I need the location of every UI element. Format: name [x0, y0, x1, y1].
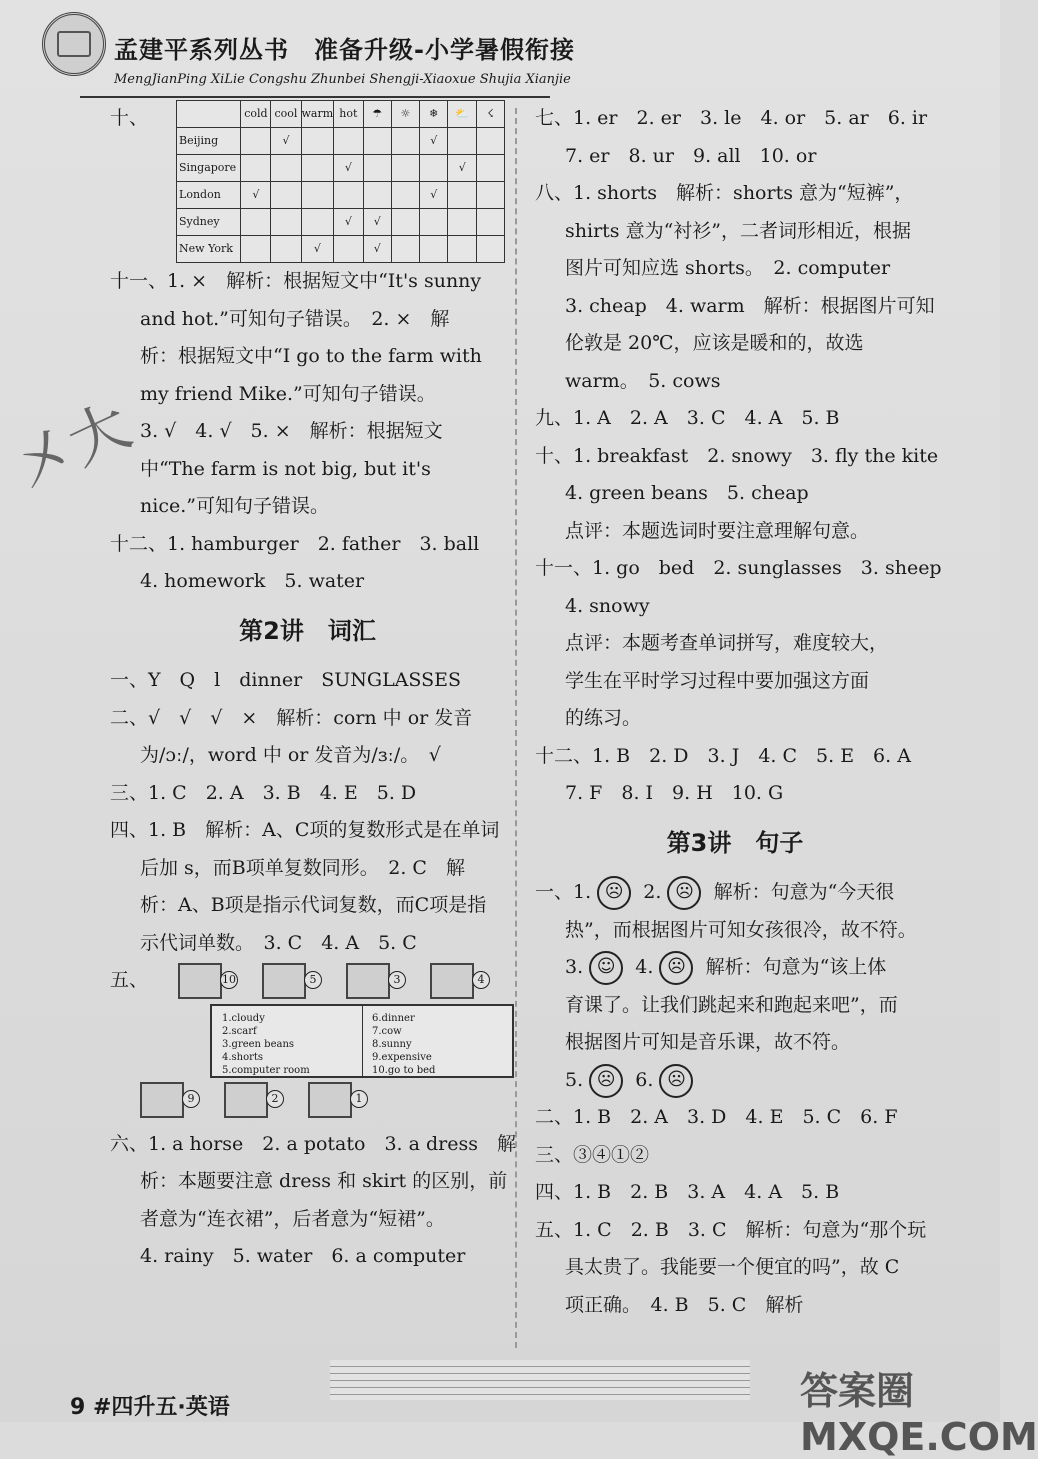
- book-word: 6.dinner: [372, 1012, 415, 1024]
- table-cell: [301, 128, 334, 155]
- answer-line: shirts 意为“衬衫”，二者词形相近，根据: [565, 219, 911, 242]
- answer-line: 具太贵了。我能要一个便宜的吗”，故 C: [565, 1256, 900, 1278]
- answer-line: 十二、1. hamburger 2. father 3. ball: [110, 532, 480, 555]
- table-cell: [301, 155, 334, 182]
- answer-line: 项正确。 4. B 5. C 解析: [565, 1293, 804, 1316]
- answer-line: my friend Mike.”可知句子错误。: [140, 382, 436, 405]
- table-cell: [241, 236, 271, 263]
- item-number: 2.: [643, 881, 662, 903]
- table-cell: √: [241, 182, 271, 209]
- header-rule: [80, 96, 550, 98]
- column-header: ☇: [477, 101, 505, 128]
- table-cell: [363, 182, 391, 209]
- table-cell: [420, 236, 448, 263]
- table-cell: [334, 128, 363, 155]
- sad-face-icon: ☹: [589, 1064, 623, 1098]
- table-cell: [420, 209, 448, 236]
- answer-line: 伦敦是 20℃，应该是暖和的，故选: [565, 332, 864, 354]
- column-header: hot: [334, 101, 363, 128]
- answer-line: 4. snowy: [565, 594, 650, 617]
- circled-number: 4: [472, 971, 490, 989]
- table-row: [177, 155, 505, 182]
- table-cell: √: [334, 155, 363, 182]
- table-cell: [448, 182, 477, 209]
- answer-line: 四、1. B 解析：A、C项的复数形式是在单词: [110, 819, 500, 841]
- happy-face-icon: ☺: [589, 951, 623, 985]
- book-word: 3.green beans: [222, 1038, 295, 1050]
- answer-line: [535, 874, 935, 912]
- column-header: ⛅: [448, 101, 477, 128]
- table-cell: [241, 155, 271, 182]
- city-cell: Beijing: [177, 128, 241, 155]
- column-header: ☼: [391, 101, 419, 128]
- answer-line: 析：A、B项是指示代词复数，而C项是指: [140, 894, 487, 916]
- answer-line: 图片可知应选 shorts。 2. computer: [565, 257, 891, 279]
- table-cell: [271, 182, 301, 209]
- column-header: cool: [271, 101, 301, 128]
- picture-row-top: [178, 963, 485, 999]
- table-cell: √: [420, 128, 448, 155]
- table-row: [177, 128, 505, 155]
- table-row: [177, 182, 505, 209]
- circled-number: 3: [388, 971, 406, 989]
- book-word: 8.sunny: [372, 1038, 412, 1050]
- answer-line: 三、③④①②: [535, 1143, 650, 1166]
- section-5-label: 五、: [110, 969, 149, 991]
- table-cell: [271, 236, 301, 263]
- answer-text: 解析：句意为“今天很: [713, 881, 895, 903]
- answer-line: and hot.”可知句子错误。 2. × 解: [140, 307, 450, 330]
- answer-line: 4. rainy 5. water 6. a computer: [140, 1245, 466, 1267]
- left-column: [110, 100, 516, 1276]
- watermark: 答案圈 MXQE.COM: [800, 1369, 1038, 1459]
- sad-face-icon: ☹: [667, 876, 701, 910]
- answer-line: 为/ɔː/，word 中 or 发音为/ɜː/。 √: [140, 744, 441, 766]
- book-spine: [362, 1006, 363, 1076]
- city-cell: Sydney: [177, 209, 241, 236]
- table-cell: √: [420, 182, 448, 209]
- lesson-2-heading: 第2讲 词汇: [239, 616, 376, 645]
- table-cell: [477, 155, 505, 182]
- circled-number: 9: [182, 1090, 200, 1108]
- right-column: [535, 100, 942, 1324]
- answer-line: 者意为“连衣裙”，后者意为“短裙”。: [140, 1207, 445, 1230]
- city-cell: New York: [177, 236, 241, 263]
- table-cell: [477, 236, 505, 263]
- book-word: 7.cow: [372, 1025, 402, 1037]
- book-icon: [57, 31, 91, 57]
- series-logo: [42, 12, 106, 76]
- book-word: 9.expensive: [372, 1051, 432, 1063]
- answer-line: 十一、1. go bed 2. sunglasses 3. sheep: [535, 557, 942, 579]
- comment-line: 的练习。: [565, 707, 642, 729]
- book-word: 2.scarf: [222, 1025, 257, 1037]
- circled-number: 1: [350, 1090, 368, 1108]
- picture-thumbnail: [178, 963, 237, 999]
- answer-line: 根据图片可知是音乐课，故不符。: [565, 1031, 851, 1053]
- book-word: 1.cloudy: [222, 1012, 265, 1024]
- book-right-page: [372, 1012, 435, 1077]
- book-word: 5.computer room: [222, 1064, 310, 1076]
- answer-line: warm。 5. cows: [565, 369, 721, 392]
- picture-row-bottom: [140, 1082, 505, 1118]
- answer-line: 二、1. B 2. A 3. D 4. E 5. C 6. F: [535, 1106, 898, 1128]
- answer-line: 十一、1. × 解析：根据短文中“It's sunny: [110, 270, 482, 292]
- table-cell: [391, 236, 419, 263]
- table-cell: [477, 209, 505, 236]
- table-cell: √: [271, 128, 301, 155]
- answer-line: 三、1. C 2. A 3. B 4. E 5. D: [110, 781, 417, 804]
- table-cell: [334, 236, 363, 263]
- answer-line: 十、1. breakfast 2. snowy 3. fly the kite: [535, 444, 939, 467]
- table-cell: [448, 236, 477, 263]
- book-word: 4.shorts: [222, 1051, 264, 1063]
- circled-number: 10: [220, 971, 238, 989]
- answer-line: 六、1. a horse 2. a potato 3. a dress 解: [110, 1132, 516, 1155]
- answer-line: 中“The farm is not big, but it's: [140, 457, 431, 480]
- answer-text: 解析：句意为“该上体: [705, 956, 887, 978]
- answer-line: [535, 949, 935, 987]
- answer-line: 二、√ √ √ × 解析：corn 中 or 发音: [110, 706, 473, 729]
- picture-thumbnail: [346, 963, 401, 999]
- picture-thumbnail: [140, 1082, 195, 1118]
- table-cell: [271, 155, 301, 182]
- section-5-row: [110, 962, 505, 1000]
- book-word: 10.go to bed: [372, 1064, 436, 1076]
- weather-table: [176, 100, 505, 263]
- answer-line: 热”，而根据图片可知女孩很冷，故不符。: [565, 918, 917, 941]
- city-cell: London: [177, 182, 241, 209]
- table-cell: [334, 182, 363, 209]
- sad-face-icon: ☹: [659, 1064, 693, 1098]
- item-number: 4.: [635, 956, 654, 978]
- section-10-label: 十、: [110, 107, 149, 129]
- series-subtitle: MengJianPing XiLie Congshu Zhunbei Shengji-Xiaoxue Shujia Xianjie: [114, 72, 571, 87]
- handwriting-mark: 㐅大: [2, 390, 142, 505]
- answer-line: 五、1. C 2. B 3. C 解析：句意为“那个玩: [535, 1218, 927, 1241]
- item-number: 5.: [565, 1068, 584, 1091]
- answer-line: 九、1. A 2. A 3. C 4. A 5. B: [535, 407, 840, 429]
- answer-line: 七、1. er 2. er 3. le 4. or 5. ar 6. ir: [535, 107, 928, 129]
- column-header: cold: [241, 101, 271, 128]
- answer-line: 3. cheap 4. warm 解析：根据图片可知: [565, 294, 935, 317]
- answer-line: 后加 s，而B项单复数同形。 2. C 解: [140, 856, 465, 879]
- picture-thumbnail: [308, 1082, 363, 1118]
- answer-line: nice.”可知句子错误。: [140, 495, 329, 517]
- table-row: [177, 236, 505, 263]
- table-cell: [391, 182, 419, 209]
- picture-thumbnail: [430, 963, 485, 999]
- answer-line: 7. F 8. I 9. H 10. G: [565, 782, 784, 804]
- table-cell: √: [448, 155, 477, 182]
- table-cell: [241, 209, 271, 236]
- table-cell: √: [363, 236, 391, 263]
- comment-line: 学生在平时学习过程中要加强这方面: [565, 669, 870, 692]
- sad-face-icon: ☹: [597, 876, 631, 910]
- city-cell: Singapore: [177, 155, 241, 182]
- table-cell: √: [363, 209, 391, 236]
- answer-line: 育课了。让我们跳起来和跑起来吧”，而: [565, 993, 898, 1016]
- picture-thumbnail: [262, 963, 317, 999]
- page-number: 9 #四升五·英语: [70, 1395, 230, 1420]
- comment-line: 点评：本题考查单词拼写，难度较大，: [565, 632, 889, 654]
- comment-line: 点评：本题选词时要注意理解句意。: [565, 519, 870, 542]
- table-cell: √: [301, 236, 334, 263]
- item-number: 3.: [565, 956, 584, 978]
- item-number: 6.: [635, 1068, 654, 1091]
- lesson-3-heading: 第3讲 句子: [666, 828, 804, 857]
- table-cell: [301, 209, 334, 236]
- answer-line: 四、1. B 2. B 3. A 4. A 5. B: [535, 1181, 840, 1203]
- answer-line: 4. green beans 5. cheap: [565, 482, 809, 504]
- open-book-figure: [210, 1004, 514, 1078]
- column-header: warm: [301, 101, 334, 128]
- table-cell: [477, 128, 505, 155]
- table-cell: √: [334, 209, 363, 236]
- answer-line: 一、Y Q l dinner SUNGLASSES: [110, 669, 461, 691]
- answer-line: 析：本题要注意 dress 和 skirt 的区别，前: [140, 1170, 508, 1192]
- table-cell: [271, 209, 301, 236]
- answer-line: 十二、1. B 2. D 3. J 4. C 5. E 6. A: [535, 744, 911, 767]
- header: [20, 8, 980, 98]
- table-row: [177, 209, 505, 236]
- table-cell: [391, 155, 419, 182]
- music-staff-decoration: [330, 1360, 750, 1400]
- circled-number: 2: [266, 1090, 284, 1108]
- table-cell: [448, 128, 477, 155]
- table-cell: [363, 128, 391, 155]
- answer-line: 3. √ 4. √ 5. × 解析：根据短文: [140, 420, 443, 442]
- column-header: ☂: [363, 101, 391, 128]
- book-left-page: [222, 1012, 310, 1077]
- table-cell: [391, 128, 419, 155]
- series-title: 孟建平系列丛书 准备升级-小学暑假衔接: [114, 36, 575, 64]
- table-cell: [477, 182, 505, 209]
- table-cell: [363, 155, 391, 182]
- answer-line: 示代词单数。 3. C 4. A 5. C: [140, 931, 417, 954]
- circled-number: 5: [304, 971, 322, 989]
- column-header: ❄: [420, 101, 448, 128]
- table-corner: [177, 101, 241, 128]
- column-divider: [515, 108, 517, 1348]
- picture-thumbnail: [224, 1082, 279, 1118]
- item-number: 一、1.: [535, 881, 592, 903]
- answer-line: 八、1. shorts 解析：shorts 意为“短裤”，: [535, 182, 914, 204]
- answer-line: [535, 1062, 935, 1100]
- table-cell: [448, 209, 477, 236]
- table-cell: [301, 182, 334, 209]
- answer-line: 4. homework 5. water: [140, 570, 365, 592]
- answer-line: 7. er 8. ur 9. all 10. or: [565, 144, 817, 167]
- table-cell: [420, 155, 448, 182]
- table-cell: [391, 209, 419, 236]
- sad-face-icon: ☹: [659, 951, 693, 985]
- table-cell: [241, 128, 271, 155]
- answer-line: 析：根据短文中“I go to the farm with: [140, 345, 482, 367]
